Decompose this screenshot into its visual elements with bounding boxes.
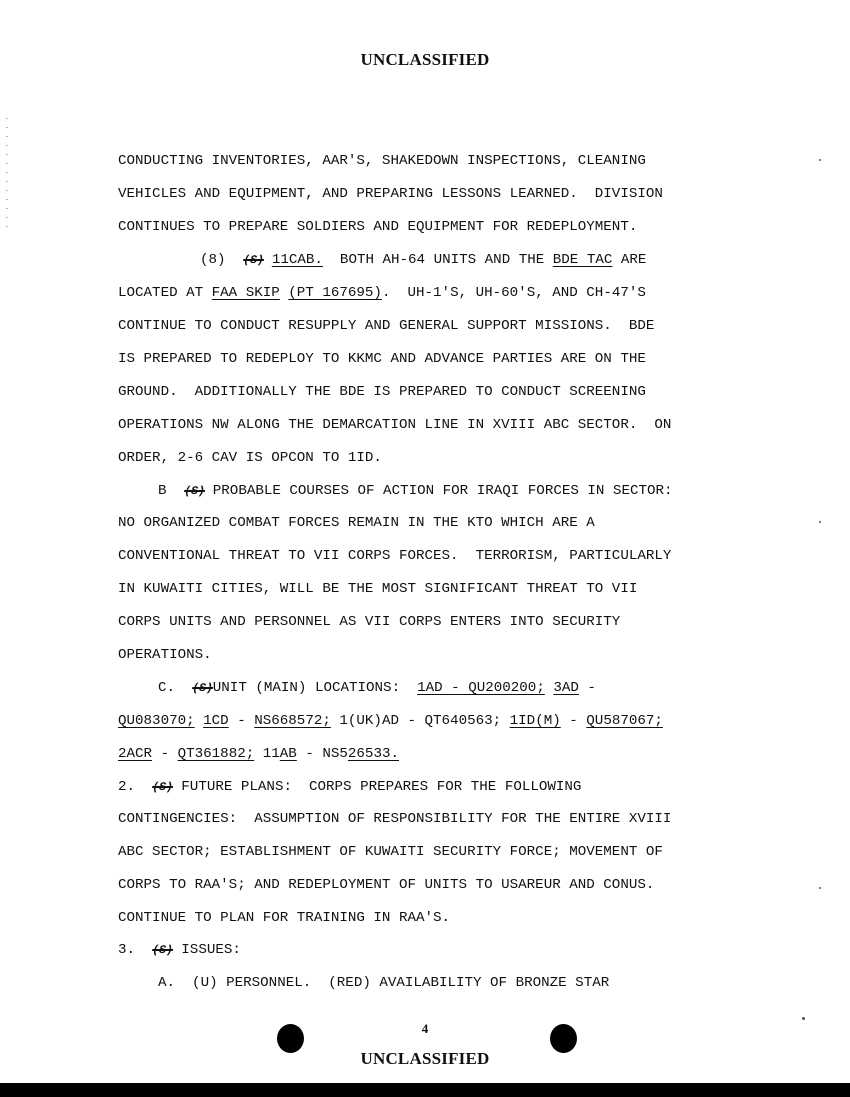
text-line: VEHICLES AND EQUIPMENT, AND PREPARING LESSONS LEARNED. DIVISION <box>118 186 663 202</box>
struck-classification: (S) <box>190 682 215 695</box>
text-line <box>118 941 241 960</box>
scan-margin-marks <box>6 118 8 228</box>
text-line: OPERATIONS NW ALONG THE DEMARCATION LINE IN XVIII ABC SECTOR. ON <box>118 417 672 433</box>
text-span: LOCATED AT <box>118 285 212 301</box>
text-line: CONTINUE TO PLAN FOR TRAINING IN RAA'S. <box>118 910 451 926</box>
text-line: CONDUCTING INVENTORIES, AAR'S, SHAKEDOWN INSPECTIONS, CLEANING <box>118 153 646 169</box>
text-span: . UH-1'S, UH-60'S, AND CH-47'S <box>381 285 646 301</box>
underlined-text: 1AD - QU200200; <box>417 680 545 696</box>
text-line: ORDER, 2-6 CAV IS OPCON TO 1ID. <box>118 450 382 466</box>
paragraph-number: (8) <box>200 252 243 268</box>
scan-edge-bar <box>0 1083 850 1097</box>
text-line: IN KUWAITI CITIES, WILL BE THE MOST SIGNIFICANT THREAT TO VII <box>118 581 638 597</box>
text-span: UNIT (MAIN) LOCATIONS: <box>212 680 418 696</box>
text-span: BOTH AH-64 UNITS AND THE <box>322 252 553 268</box>
text-span: PROBABLE COURSES OF ACTION FOR IRAQI FORCES IN SECTOR: <box>204 483 673 499</box>
text-span: - NS5 <box>296 746 348 762</box>
text-line <box>118 745 399 763</box>
text-span: - <box>228 713 255 729</box>
text-span: - <box>152 746 178 762</box>
scan-speck <box>819 159 821 161</box>
text-line: CONTINGENCIES: ASSUMPTION OF RESPONSIBILITY FOR THE ENTIRE XVIII <box>118 811 672 827</box>
text-line: GROUND. ADDITIONALLY THE BDE IS PREPARED TO CONDUCT SCREENING <box>118 384 646 400</box>
text-span: - <box>578 680 596 696</box>
text-span: 1(UK)AD - QT640563; <box>330 713 510 729</box>
text-line: NO ORGANIZED COMBAT FORCES REMAIN IN THE KTO WHICH ARE A <box>118 515 595 531</box>
underlined-text: 2ACR <box>118 746 153 762</box>
classification-header: UNCLASSIFIED <box>360 50 490 69</box>
text-span: ARE <box>612 252 647 268</box>
text-span: - <box>560 713 587 729</box>
classification-footer: UNCLASSIFIED <box>360 1049 490 1068</box>
scan-speck <box>819 521 821 523</box>
struck-classification: (S) <box>150 944 175 957</box>
text-line: ABC SECTOR; ESTABLISHMENT OF KUWAITI SECURITY FORCE; MOVEMENT OF <box>118 844 663 860</box>
underlined-text: 1CD <box>203 713 229 729</box>
text-line: IS PREPARED TO REDEPLOY TO KKMC AND ADVANCE PARTIES ARE ON THE <box>118 351 646 367</box>
text-line: A. (U) PERSONNEL. (RED) AVAILABILITY OF BRONZE STAR <box>158 975 610 991</box>
underlined-text: 3AD <box>553 680 579 696</box>
text-span: 11 <box>254 746 280 762</box>
underlined-text: FAA SKIP <box>211 285 280 301</box>
page-number: 4 <box>421 1021 429 1036</box>
text-line <box>158 679 596 698</box>
underlined-text: 1ID(M) <box>509 713 561 729</box>
text-line <box>200 251 646 270</box>
text-span <box>195 713 204 729</box>
underlined-text: QU587067; <box>586 713 663 729</box>
text-line <box>158 482 673 501</box>
underlined-text: (PT 167695) <box>288 285 382 301</box>
text-line <box>118 712 663 730</box>
struck-classification: (S) <box>241 254 265 267</box>
scan-speck <box>819 887 821 889</box>
underlined-text: AB <box>279 746 297 762</box>
text-span: ISSUES: <box>172 942 241 958</box>
underlined-text: 26533. <box>347 746 399 762</box>
paragraph-letter: B <box>158 483 184 499</box>
text-line <box>118 284 646 302</box>
text-line: CONTINUES TO PREPARE SOLDIERS AND EQUIPMENT FOR REDEPLOYMENT. <box>118 219 638 235</box>
text-span: FUTURE PLANS: CORPS PREPARES FOR THE FOLLOWING <box>172 779 582 795</box>
struck-classification: (S) <box>182 485 206 498</box>
scan-speck <box>802 1017 805 1020</box>
text-line: CORPS UNITS AND PERSONNEL AS VII CORPS ENTERS INTO SECURITY <box>118 614 621 630</box>
text-line: CONVENTIONAL THREAT TO VII CORPS FORCES. TERRORISM, PARTICULARLY <box>118 548 672 564</box>
paragraph-letter: C. <box>158 680 193 696</box>
text-line <box>118 778 581 797</box>
text-line: OPERATIONS. <box>118 647 212 663</box>
underlined-text: BDE TAC <box>552 252 613 268</box>
text-line: CONTINUE TO CONDUCT RESUPPLY AND GENERAL SUPPORT MISSIONS. BDE <box>118 318 655 334</box>
text-line: CORPS TO RAA'S; AND REDEPLOYMENT OF UNITS TO USAREUR AND CONUS. <box>118 877 655 893</box>
underlined-text: 11CAB. <box>271 252 323 268</box>
underlined-text: QT361882; <box>177 746 255 762</box>
paragraph-number: 2. <box>118 779 153 795</box>
paragraph-number: 3. <box>118 942 153 958</box>
struck-classification: (S) <box>150 781 175 794</box>
underlined-text: NS668572; <box>254 713 331 729</box>
underlined-text: QU083070; <box>118 713 195 729</box>
